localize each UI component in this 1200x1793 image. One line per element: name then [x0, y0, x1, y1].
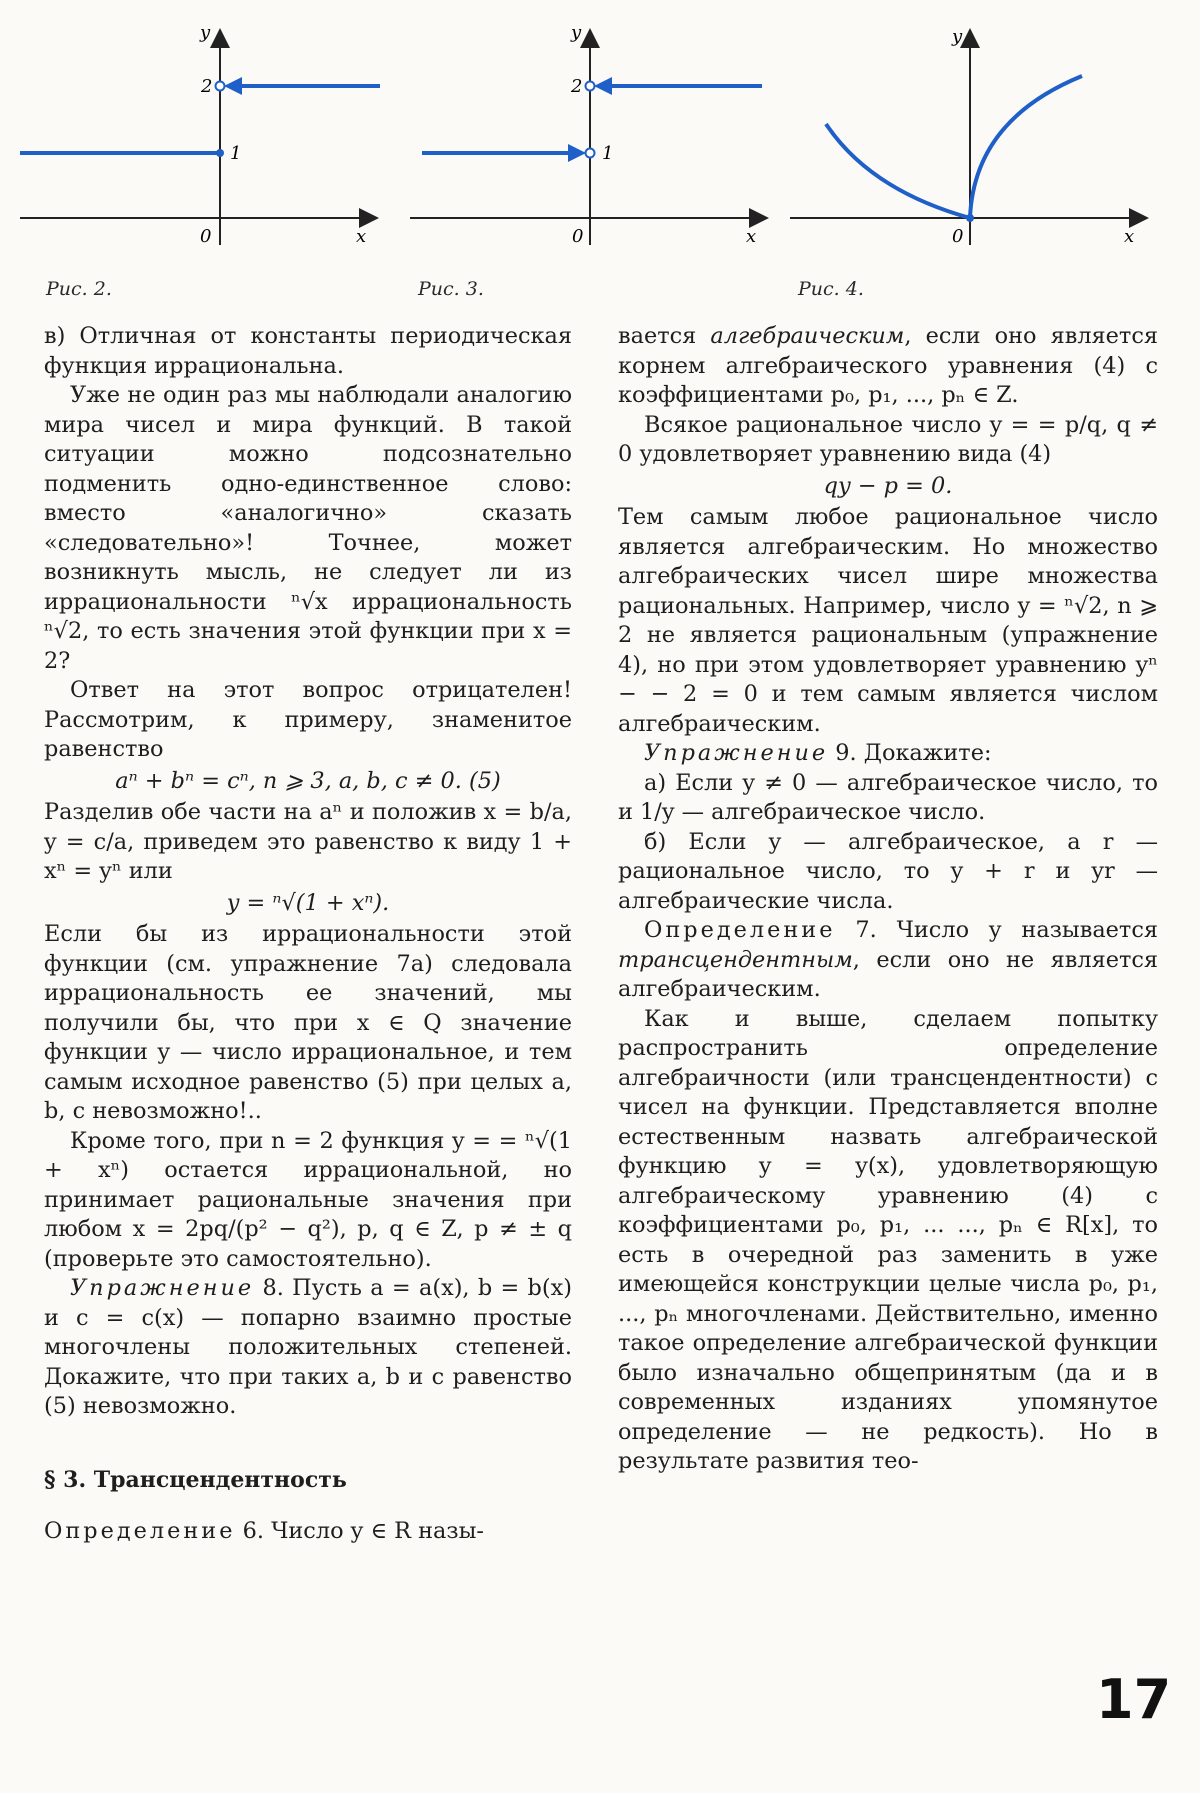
exercise-label: Упражнение — [644, 740, 829, 766]
formula-5: aⁿ + bⁿ = cⁿ, n ⩾ 3, a, b, c ≠ 0. (5) — [115, 767, 501, 794]
section-heading: § 3. Трансцендентность — [44, 1466, 347, 1493]
left-column — [44, 322, 572, 1547]
exercise-8 — [44, 1274, 572, 1422]
arrow-left — [594, 77, 612, 95]
exercise-9 — [618, 739, 1158, 769]
item-b: б) Если y — алгебраическое, а r — рациональное число, то y + r и yr — алгебраические числа. — [618, 828, 1158, 914]
paragraph: Всякое рациональное число y = = p/q, q ≠ 0 удовлетворяет уравнению вида (4) — [618, 411, 1158, 467]
tick-1: 1 — [230, 143, 242, 164]
paragraph: Как и выше, сделаем попытку распространить определение алгебраичности (или трансцендентности) с чисел на функции. Представляется вполне естественным назвать алгебраической функцию y = y(x), удовлетворяющую алгебраическому уравнению (4) с коэффициентами p₀, p₁, ... ..., pₙ ∈ R[x], то есть в очередной раз заменить в уже имеющейся конструкции целые числа p₀, p₁, ..., pₙ многочленами. Действительно, именно такое определение алгебраической функции было изначально общепринятым (да и в современных изданиях упомянутое определение — не редкость). Но в результате развития тео- — [618, 1005, 1158, 1474]
y-label: y — [952, 26, 963, 47]
term-transcendental: трансцендентным — [618, 946, 853, 973]
page-number: 17 — [1096, 1668, 1172, 1731]
open-point-2 — [586, 82, 595, 91]
text-run: 7. Число y называется — [835, 917, 1158, 943]
definition-6 — [44, 1517, 572, 1547]
definition-label: Определение — [44, 1518, 236, 1544]
caption-fig2: Рис. 2. — [46, 278, 112, 300]
caption-fig4: Рис. 4. — [798, 278, 864, 300]
term-algebraic: алгебраическим — [710, 323, 905, 349]
figure-4 — [790, 20, 1150, 255]
exercise-label: Упражнение — [70, 1275, 255, 1301]
y-label: y — [200, 22, 211, 43]
tick-2: 2 — [201, 76, 213, 97]
x-label: x — [356, 226, 367, 247]
definition-text: 6. Число y ∈ R назы- — [235, 1518, 484, 1544]
paragraph: в) Отличная от константы периодическая функция иррациональна. — [44, 323, 572, 379]
figure-3-graph — [410, 20, 770, 255]
text-run: , если оно не является алгебраическим. — [618, 946, 1158, 1002]
formula-root: y = ⁿ√(1 + xⁿ). — [226, 889, 390, 916]
tick-1: 1 — [602, 143, 614, 164]
formula-qy: qy − p = 0. — [823, 472, 953, 499]
x-label: x — [1124, 226, 1135, 247]
paragraph: Разделив обе части на aⁿ и положив x = b/a, y = c/a, приведем это равенство к виду 1 + xⁿ = yⁿ или — [44, 799, 572, 884]
figure-4-graph — [790, 20, 1150, 255]
arrow-left — [224, 77, 242, 95]
paragraph: Уже не один раз мы наблюдали аналогию мира чисел и мира функций. В такой ситуации можно подсознательно подменить одно-единственное слово: вместо «аналогично» сказать «следовательно»! Точнее, может возникнуть мысль, не следует ли из иррациональности ⁿ√x иррациональность ⁿ√2, то есть значения этой функции при x = 2? — [44, 382, 572, 674]
text-run: , если оно является корнем алгебраического уравнения (4) с коэффициентами p₀, p₁, ..., pₙ ∈ Z. — [618, 323, 1158, 408]
figure-3 — [410, 20, 770, 255]
paragraph: Если бы из иррациональности этой функции (см. упражнение 7а) следовала иррациональность ее значений, мы получили бы, что при x ∈ Q значение функции y — число иррациональное, и тем самым исходное равенство (5) при целых a, b, c невозможно!.. — [44, 921, 572, 1124]
paragraph: Тем самым любое рациональное число является алгебраическим. Но множество алгебраических чисел шире множества рациональных. Например, число y = ⁿ√2, n ⩾ 2 не является рациональным (упражнение 4), но при этом удовлетворяет уравнению yⁿ − − 2 = 0 и тем самым является числом алгебраическим. — [618, 504, 1158, 737]
definition-label: Определение — [644, 917, 836, 943]
paragraph: Кроме того, при n = 2 функция y = = ⁿ√(1 + xⁿ) остается иррациональной, но принимает рациональные значения при любом x = 2pq/(p² − q²), p, q ∈ Z, p ≠ ± q (проверьте это самостоятельно). — [44, 1127, 572, 1272]
origin-label: 0 — [572, 226, 584, 247]
caption-fig3: Рис. 3. — [418, 278, 484, 300]
paragraph: Ответ на этот вопрос отрицателен! Рассмотрим, к примеру, знаменитое равенство — [44, 677, 572, 762]
item-a: а) Если y ≠ 0 — алгебраическое число, то и 1/y — алгебраическое число. — [618, 769, 1158, 825]
origin-label: 0 — [952, 226, 964, 247]
arrow-right — [568, 144, 586, 162]
origin-label: 0 — [200, 226, 212, 247]
left-curve — [826, 124, 970, 218]
figure-2-graph — [20, 20, 380, 255]
y-label: y — [571, 22, 582, 43]
tick-2: 2 — [571, 76, 583, 97]
open-point-1 — [586, 149, 595, 158]
exercise-text: 8. Пусть a = a(x), b = b(x) и c = c(x) — попарно взаимно простые многочлены положительных степеней. Докажите, что при таких a, b и c равенство (5) невозможно. — [44, 1275, 572, 1419]
filled-point — [216, 149, 224, 157]
figure-2 — [20, 20, 380, 255]
text-run: вается — [618, 323, 711, 349]
definition-7 — [618, 916, 1158, 1005]
paragraph — [618, 322, 1158, 411]
origin-point — [966, 214, 974, 222]
right-curve — [970, 76, 1082, 218]
x-label: x — [746, 226, 757, 247]
right-column — [618, 322, 1158, 1477]
exercise-text: 9. Докажите: — [828, 740, 992, 766]
open-point — [216, 82, 225, 91]
